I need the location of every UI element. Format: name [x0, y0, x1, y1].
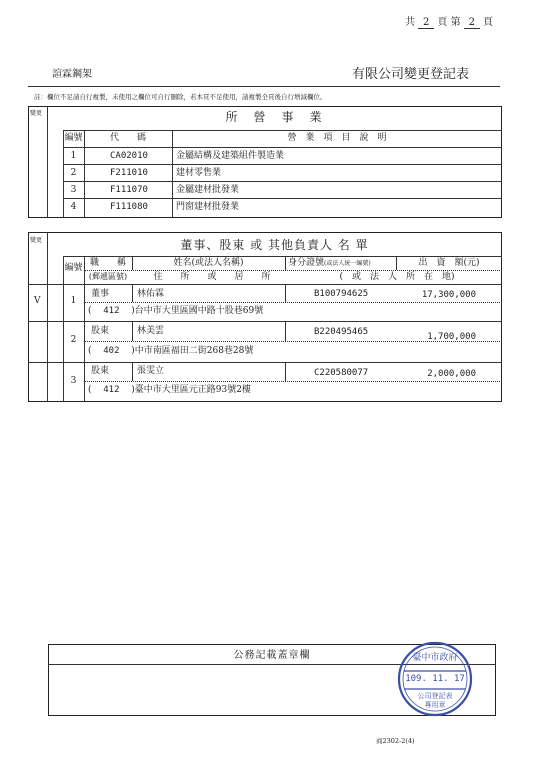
director-title: 股東: [91, 326, 110, 336]
divider: [132, 362, 133, 381]
seal-bottom-text: 專用章: [424, 701, 446, 709]
divider: [84, 341, 502, 342]
director-address-line: ( 402 )中市南區福田二街268巷28號: [88, 346, 254, 356]
col-name-header: 姓名(或法人名稱): [173, 258, 244, 268]
page-number: 2: [464, 18, 480, 29]
directors-side-label: 變更: [30, 237, 43, 244]
business-desc: 金屬結構及建築組件製造業: [176, 151, 285, 161]
director-zip: 412: [103, 306, 120, 316]
directors-title: 董事、股東 或 其他負責人 名 單: [180, 238, 369, 252]
page-total: 2: [418, 18, 434, 29]
row-no: 1: [70, 296, 77, 306]
header-rule: [28, 86, 500, 87]
divider: [63, 198, 502, 199]
page-count: [405, 18, 493, 29]
row-no: 2: [70, 335, 77, 345]
divider: [285, 321, 286, 341]
director-capital: 1,700,000: [427, 332, 476, 342]
seal-bottom-text: 公司登記表: [417, 692, 453, 700]
col-location-header: ( 或 法 人 所 在 地): [339, 272, 455, 282]
col-capital-header: 出 資 額(元): [418, 258, 480, 268]
col-id-label: 身分證號: [288, 258, 325, 268]
row-no: 2: [70, 168, 77, 178]
form-title: 有限公司變更登記表: [352, 67, 470, 82]
col-no-header: 編號: [64, 133, 83, 143]
director-title: 董事: [91, 289, 110, 299]
director-zip: 402: [103, 346, 120, 356]
divider: [47, 232, 48, 402]
col-no-header: 編號: [64, 263, 83, 273]
business-desc: 建材零售業: [176, 168, 222, 178]
divider: [285, 256, 286, 270]
divider: [28, 321, 502, 322]
divider: [28, 362, 502, 363]
row-no: 4: [70, 202, 77, 212]
divider: [63, 147, 502, 148]
business-code: F111070: [110, 185, 148, 195]
business-title: 所 營 事 業: [225, 110, 324, 124]
row-no: 3: [70, 376, 77, 386]
divider: [285, 362, 286, 381]
director-address-line: ( 412 )臺中市大里區元正路93號2樓: [88, 385, 251, 395]
director-capital: 2,000,000: [427, 369, 476, 379]
business-side-label: 變更: [30, 110, 43, 117]
divider: [84, 381, 502, 382]
divider: [84, 270, 502, 271]
business-desc: 門窗建材批發業: [176, 202, 240, 212]
divider: [63, 130, 502, 131]
divider: [132, 284, 133, 302]
divider: [172, 130, 173, 218]
col-id-header: [288, 259, 371, 268]
director-id: B220495465: [314, 327, 369, 337]
official-stamp-title: 公務記載蓋章欄: [233, 650, 311, 661]
director-id: C220580077: [314, 368, 369, 378]
col-title-header: 職 稱: [89, 258, 126, 268]
row-no: 1: [70, 151, 77, 161]
page-unit: 頁: [437, 17, 448, 28]
divider: [132, 321, 133, 341]
business-desc: 金屬建材批發業: [176, 185, 240, 195]
business-code: F111080: [110, 202, 148, 212]
seal-date: 109. 11. 17: [405, 674, 465, 684]
page-total-prefix: 共: [405, 17, 415, 28]
divider: [285, 284, 286, 302]
col-zip-header: (郵遞區號): [88, 272, 128, 281]
page-unit: 頁: [482, 17, 493, 28]
director-address: 中市南區福田二街268巷28號: [134, 346, 254, 356]
business-code: F211010: [110, 168, 148, 178]
divider: [63, 181, 502, 182]
director-zip: 412: [103, 385, 120, 395]
director-title: 股東: [91, 366, 110, 376]
row-no: 3: [70, 185, 77, 195]
col-id-note: (或法人統一編號): [324, 260, 371, 267]
director-name: 林美雲: [137, 326, 165, 336]
divider: [63, 256, 502, 257]
company-name: 諠霖鋼架: [52, 69, 92, 80]
divider: [84, 302, 502, 303]
form-code: 商2302-2(4): [376, 737, 415, 745]
director-address-line: ( 412 )台中市大里區國中路十股巷69號: [88, 306, 264, 316]
seal-top-text: 臺中市政府: [412, 653, 458, 663]
business-code: CA02010: [110, 151, 148, 161]
form-note: 註：欄位不足請自行複製，未使用之欄位可自行刪除，若本頁不足使用，請複製全頁後自行增減欄位。: [34, 93, 327, 101]
divider: [28, 284, 502, 285]
director-capital: 17,300,000: [421, 290, 476, 300]
director-name: 張雯立: [137, 366, 165, 376]
col-desc-header: 營 業 項 目 說 明: [287, 133, 387, 143]
divider: [63, 164, 502, 165]
government-seal: [396, 640, 474, 718]
divider: [84, 130, 85, 218]
col-address-header: 住 所 或 居 所: [153, 272, 271, 282]
page-num-prefix: 第: [450, 17, 461, 28]
director-address: 台中市大里區國中路十股巷69號: [134, 306, 264, 316]
col-code-header: 代 碼: [109, 133, 146, 143]
change-mark: V: [34, 296, 41, 306]
director-name: 林佑霖: [137, 289, 165, 299]
director-id: B100794625: [314, 289, 369, 299]
director-address: 臺中市大里區元正路93號2樓: [134, 385, 251, 395]
